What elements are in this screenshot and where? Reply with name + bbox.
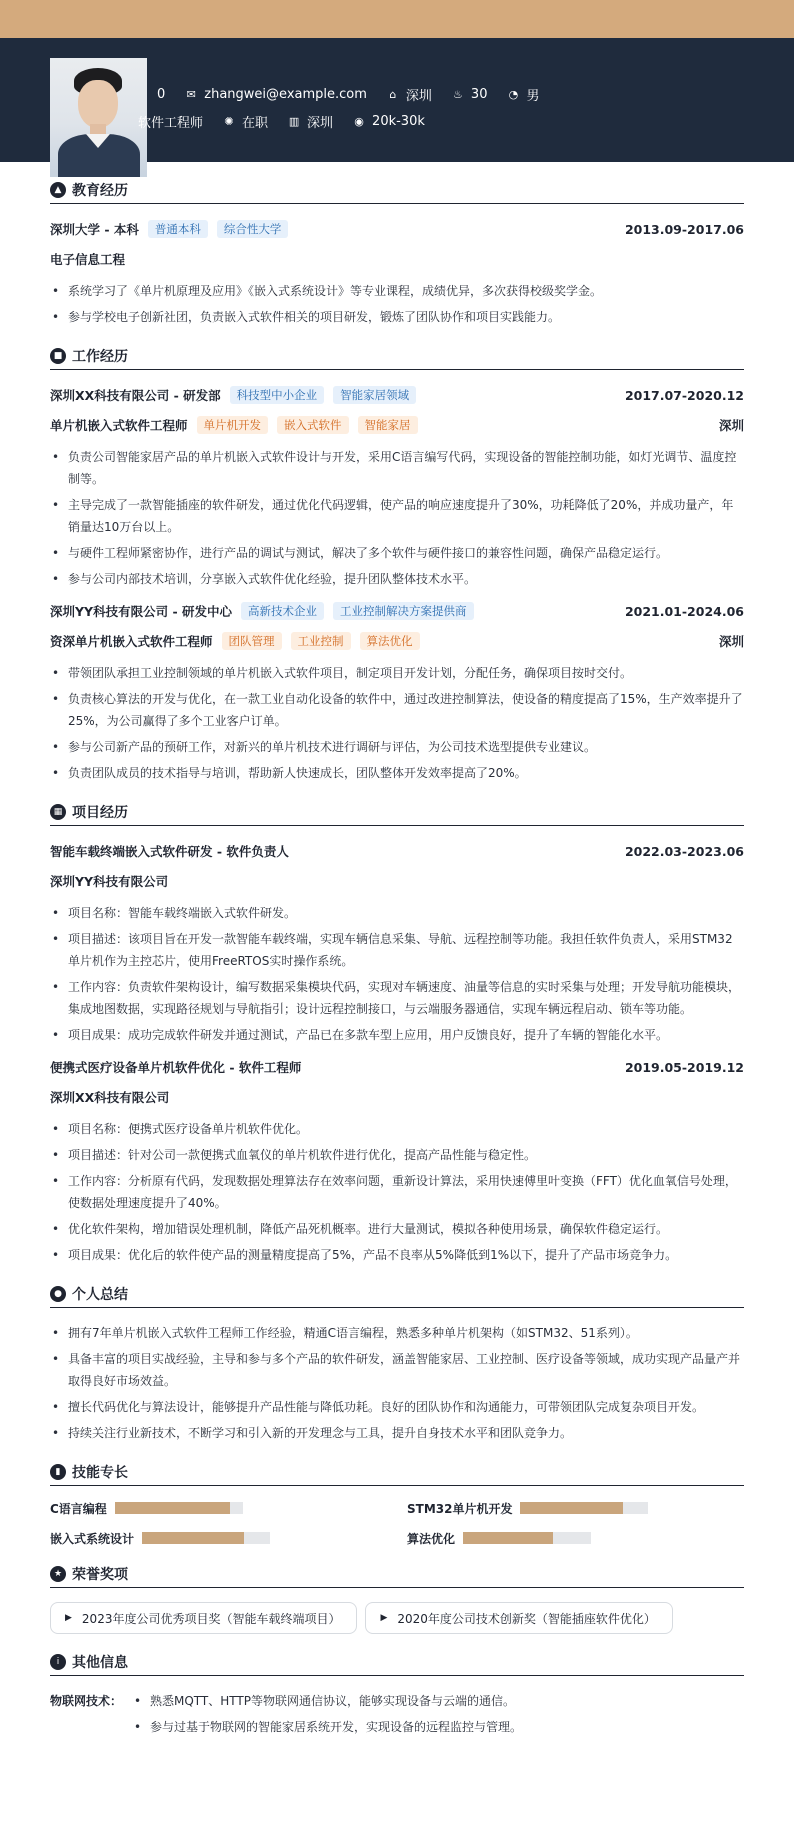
project-date: 2022.03-2023.06 [624, 843, 744, 859]
section-title: 个人总结 [72, 1286, 128, 1303]
list-item: • 优化软件架构，增加错误处理机制，降低产品死机概率。进行大量测试，模拟各种使用场景，确保软件稳定运行。 [50, 1218, 744, 1240]
skills-grid [50, 1500, 744, 1546]
bar-chart-icon: ▮ [50, 1464, 66, 1480]
position-tag: 算法优化 [360, 632, 420, 650]
contact-row [138, 85, 559, 104]
education-section [50, 182, 744, 328]
position-name: 单片机嵌入式软件工程师 [50, 418, 188, 433]
education-bullets [50, 280, 744, 328]
company-row [50, 384, 744, 406]
position-tag: 智能家居 [358, 416, 418, 434]
skill-item [50, 1500, 387, 1516]
skill-name: STM32单片机开发 [407, 1501, 513, 1516]
company-tag: 高新技术企业 [241, 602, 324, 620]
position-row [50, 630, 744, 652]
list-item: • 参与公司新产品的预研工作，对新兴的单片机技术进行调研与评估，为公司技术选型提供专业建议。 [50, 736, 744, 758]
profile-header [0, 38, 794, 162]
other-bullets [132, 1690, 744, 1742]
other-label: 物联网技术： [50, 1694, 123, 1708]
section-header [50, 1566, 744, 1588]
skill-fill [520, 1502, 622, 1514]
section-header [50, 182, 744, 204]
gender-info [507, 85, 539, 104]
section-header [50, 804, 744, 826]
phone-text: 0 [157, 87, 166, 102]
list-item: • 负责团队成员的技术指导与培训，帮助新人快速成长，团队整体开发效率提高了20%。 [50, 762, 744, 784]
section-title: 荣誉奖项 [72, 1566, 128, 1583]
work-city: 深圳 [718, 634, 744, 649]
skill-name: 算法优化 [407, 1531, 456, 1546]
company-tag: 科技型中小企业 [230, 386, 325, 404]
company-name: 深圳YY科技有限公司 - 研发中心 [50, 604, 232, 619]
project-entry [50, 840, 744, 1046]
major-row [50, 248, 744, 270]
section-header [50, 1654, 744, 1676]
top-accent-band [0, 0, 794, 38]
project-name: 便携式医疗设备单片机软件优化 - 软件工程师 [50, 1060, 302, 1075]
section-title: 工作经历 [72, 348, 128, 365]
gender-text: 男 [526, 89, 540, 104]
job-text: 软件工程师 [138, 116, 204, 131]
summary-section [50, 1286, 744, 1444]
list-item: • 项目名称：智能车载终端嵌入式软件研发。 [50, 902, 744, 924]
user-icon: ● [50, 1286, 66, 1302]
other-row [50, 1690, 744, 1742]
list-item: • 参与过基于物联网的智能家居系统开发，实现设备的远程监控与管理。 [132, 1716, 744, 1738]
age-text: 30 [470, 87, 488, 102]
project-name: 智能车载终端嵌入式软件研发 - 软件负责人 [50, 844, 289, 859]
project-company: 深圳YY科技有限公司 [50, 874, 169, 889]
work-entry [50, 600, 744, 784]
other-section [50, 1654, 744, 1742]
project-bullets [50, 902, 744, 1046]
status-icon: ✺ [224, 114, 234, 128]
salary-text: 20k-30k [372, 114, 425, 129]
award-item[interactable] [50, 1602, 357, 1634]
project-company-row [50, 1086, 744, 1108]
project-company-row [50, 870, 744, 892]
cake-icon: ♨ [452, 87, 463, 101]
project-date: 2019.05-2019.12 [624, 1059, 744, 1075]
work-bullets [50, 662, 744, 784]
phone-icon [138, 89, 150, 101]
list-item: • 熟悉MQTT、HTTP等物联网通信协议，能够实现设备与云端的通信。 [132, 1690, 744, 1712]
age-info [452, 87, 488, 102]
section-title: 技能专长 [72, 1464, 128, 1481]
city-text: 深圳 [307, 116, 334, 131]
list-item: • 拥有7年单片机嵌入式软件工程师工作经验，精通C语言编程，熟悉多种单片机架构（如STM32、51系列）。 [50, 1322, 744, 1344]
skill-fill [115, 1502, 230, 1514]
mail-icon: ✉ [186, 87, 196, 101]
section-header [50, 348, 744, 370]
school-tag: 综合性大学 [217, 220, 289, 238]
project-company: 深圳XX科技有限公司 [50, 1090, 170, 1105]
list-item: • 系统学习了《单片机原理及应用》《嵌入式系统设计》等专业课程，成绩优异，多次获得校级奖学金。 [50, 280, 744, 302]
work-section [50, 348, 744, 784]
work-city: 深圳 [718, 418, 744, 433]
list-item: • 参与公司内部技术培训，分享嵌入式软件优化经验，提升团队整体技术水平。 [50, 568, 744, 590]
play-triangle-icon: ▶ [65, 1613, 72, 1623]
skills-section [50, 1464, 744, 1546]
email-text: zhangwei@example.com [204, 87, 367, 102]
education-row [50, 218, 744, 240]
skill-bar [115, 1502, 243, 1514]
education-date: 2013.09-2017.06 [624, 221, 744, 237]
location-text: 深圳 [405, 89, 432, 104]
skill-fill [463, 1532, 553, 1544]
avatar [50, 58, 147, 177]
project-bullets [50, 1118, 744, 1266]
major-name: 电子信息工程 [50, 252, 126, 267]
position-name: 资深单片机嵌入式软件工程师 [50, 634, 213, 649]
work-bullets [50, 446, 744, 590]
resume-content [0, 182, 794, 1742]
status-info [223, 112, 268, 131]
project-entry [50, 1056, 744, 1266]
list-item: • 具备丰富的项目实战经验，主导和参与多个产品的软件研发，涵盖智能家居、工业控制、医疗设备等领域，成功实现产品量产并取得良好市场效益。 [50, 1348, 744, 1392]
work-date: 2021.01-2024.06 [624, 603, 744, 619]
list-item: • 工作内容：分析原有代码，发现数据处理算法存在效率问题，重新设计算法，采用快速傅里叶变换（FFT）优化血氧信号处理，使数据处理速度提升了40%。 [50, 1170, 744, 1214]
status-text: 在职 [242, 116, 269, 131]
position-row [50, 414, 744, 436]
company-tag: 工业控制解决方案提供商 [333, 602, 474, 620]
school-tag: 普通本科 [148, 220, 208, 238]
email-info [185, 87, 367, 102]
location-info [387, 85, 432, 104]
briefcase-icon: ■ [50, 348, 66, 364]
awards-section [50, 1566, 744, 1634]
section-title: 其他信息 [72, 1654, 128, 1671]
position-tag: 团队管理 [222, 632, 282, 650]
skill-item [50, 1530, 387, 1546]
building-icon: ▥ [288, 114, 300, 128]
list-item: • 项目描述：该项目旨在开发一款智能车载终端，实现车辆信息采集、导航、远程控制等功能。我担任软件负责人，采用STM32单片机作为主控芯片，使用FreeRTOS实时操作系统。 [50, 928, 744, 972]
info-icon: i [50, 1654, 66, 1670]
section-header [50, 1464, 744, 1486]
medal-icon: ★ [50, 1566, 66, 1582]
award-text: 2020年度公司技术创新奖（智能插座软件优化） [397, 1611, 656, 1626]
grid-icon: ▦ [50, 804, 66, 820]
skill-bar [463, 1532, 591, 1544]
work-entry [50, 384, 744, 590]
awards-list [50, 1602, 744, 1634]
list-item: • 参与学校电子创新社团，负责嵌入式软件相关的项目研发，锻炼了团队协作和项目实践能力。 [50, 306, 744, 328]
skill-name: C语言编程 [50, 1501, 107, 1516]
company-name: 深圳XX科技有限公司 - 研发部 [50, 388, 221, 403]
play-triangle-icon: ▶ [380, 1613, 388, 1623]
position-tag: 嵌入式软件 [277, 416, 349, 434]
salary-info [353, 114, 425, 129]
list-item: • 项目名称：便携式医疗设备单片机软件优化。 [50, 1118, 744, 1140]
list-item: • 项目成果：优化后的软件使产品的测量精度提高了5%，产品不良率从5%降低到1%以下，提升了产品市场竞争力。 [50, 1244, 744, 1266]
company-row [50, 600, 744, 622]
home-icon: ⌂ [389, 87, 397, 101]
project-row [50, 840, 744, 862]
graduation-cap-icon: ▲ [50, 182, 66, 198]
summary-bullets [50, 1322, 744, 1444]
position-tag: 工业控制 [291, 632, 351, 650]
section-title: 项目经历 [72, 804, 128, 821]
list-item: • 主导完成了一款智能插座的软件研发，通过优化代码逻辑，使产品的响应速度提升了30%，功耗降低了20%，并成功量产，年销量达10万台以上。 [50, 494, 744, 538]
list-item: • 负责公司智能家居产品的单片机嵌入式软件设计与开发，采用C语言编写代码，实现设备的智能控制功能，如灯光调节、温度控制等。 [50, 446, 744, 490]
list-item: • 带领团队承担工业控制领域的单片机嵌入式软件项目，制定项目开发计划，分配任务，确保项目按时交付。 [50, 662, 744, 684]
section-header [50, 1286, 744, 1308]
skill-name: 嵌入式系统设计 [50, 1531, 135, 1546]
job-info [138, 112, 203, 131]
skill-bar [142, 1532, 270, 1544]
city-info [288, 112, 333, 131]
list-item: • 项目描述：针对公司一款便携式血氧仪的单片机软件进行优化，提高产品性能与稳定性。 [50, 1144, 744, 1166]
project-row [50, 1056, 744, 1078]
salary-icon: ◉ [354, 114, 364, 128]
position-tag: 单片机开发 [197, 416, 269, 434]
list-item: • 工作内容：负责软件架构设计，编写数据采集模块代码，实现对车辆速度、油量等信息的实时采集与处理；开发导航功能模块，集成地图数据，实现路径规划与导航指引；设计远程控制接口，与云端服务器通信，实现车辆远程启动、锁车等功能。 [50, 976, 744, 1020]
list-item: • 与硬件工程师紧密协作，进行产品的调试与测试，解决了多个软件与硬件接口的兼容性问题，确保产品稳定运行。 [50, 542, 744, 564]
gender-icon: ◔ [508, 87, 519, 101]
section-title: 教育经历 [72, 182, 128, 199]
job-row [138, 112, 445, 131]
skill-item [407, 1530, 744, 1546]
company-tag: 智能家居领域 [333, 386, 416, 404]
award-text: 2023年度公司优秀项目奖（智能车载终端项目） [81, 1611, 341, 1626]
skill-bar [520, 1502, 648, 1514]
skill-item [407, 1500, 744, 1516]
school-name: 深圳大学 - 本科 [50, 222, 139, 237]
projects-section [50, 804, 744, 1266]
list-item: • 负责核心算法的开发与优化，在一款工业自动化设备的软件中，通过改进控制算法，使设备的精度提高了15%，生产效率提升了25%，为公司赢得了多个工业客户订单。 [50, 688, 744, 732]
phone-info [138, 87, 165, 102]
skill-fill [142, 1532, 244, 1544]
work-date: 2017.07-2020.12 [624, 387, 744, 403]
list-item: • 项目成果：成功完成软件研发并通过测试，产品已在多款车型上应用，用户反馈良好，提升了车辆的智能化水平。 [50, 1024, 744, 1046]
award-item[interactable] [365, 1602, 672, 1634]
list-item: • 擅长代码优化与算法设计，能够提升产品性能与降低功耗。良好的团队协作和沟通能力，可带领团队完成复杂项目开发。 [50, 1396, 744, 1418]
list-item: • 持续关注行业新技术，不断学习和引入新的开发理念与工具，提升自身技术水平和团队竞争力。 [50, 1422, 744, 1444]
